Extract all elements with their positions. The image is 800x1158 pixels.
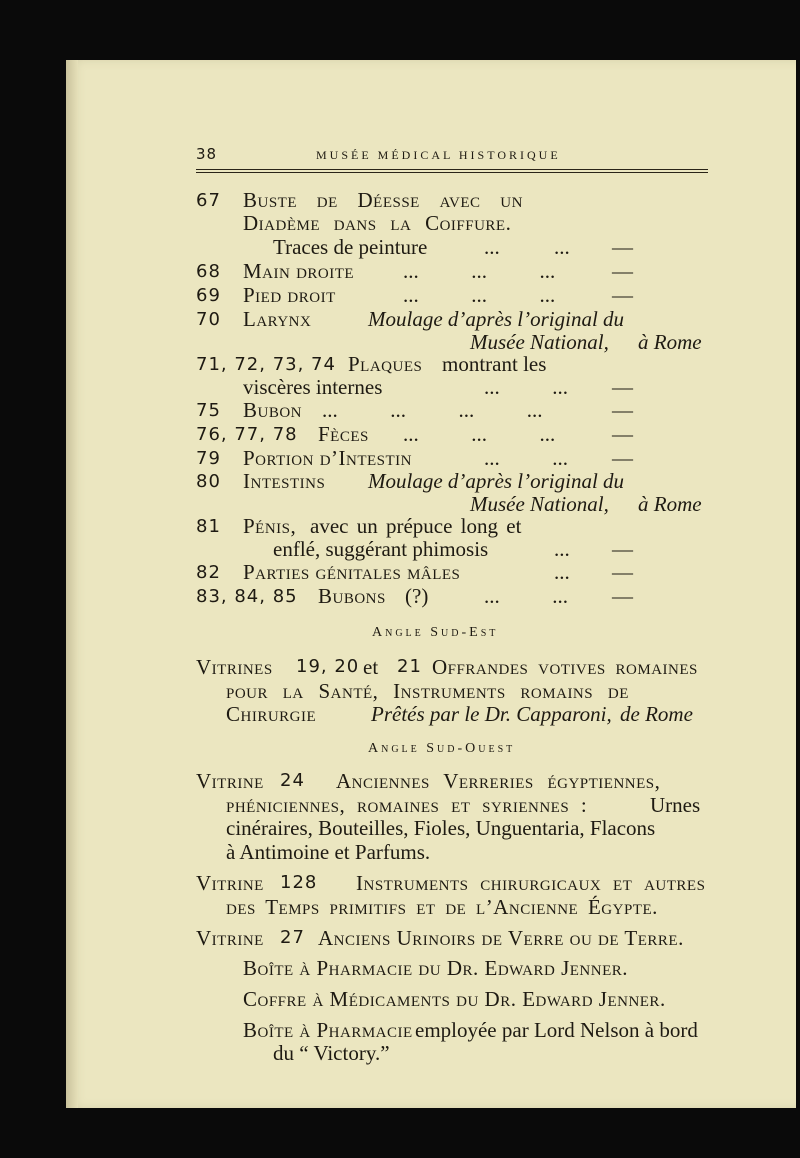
entry-number: 82 <box>196 562 221 583</box>
entry-title: Portion d’Intestin <box>243 446 412 470</box>
vitrine-number: 24 <box>280 770 305 791</box>
entry-note-cont: Musée National, <box>470 330 609 354</box>
vitrine-note-place: de Rome <box>620 702 693 726</box>
entry-desc: Traces de peinture <box>273 235 428 259</box>
entry-title: Intestins <box>243 469 326 493</box>
leader-dots: ... ... ... ... <box>322 398 543 422</box>
leader-dots: ... ... <box>484 375 568 399</box>
entry-number: 67 <box>196 190 221 211</box>
entry-number: 75 <box>196 400 221 421</box>
vitrine-desc-cont: cinéraires, Bouteilles, Fioles, Unguentaria, Flacons <box>226 816 656 840</box>
entry-note: Moulage d’après l’original du <box>368 469 625 493</box>
page-gutter <box>66 60 78 1108</box>
dash: — <box>612 560 633 584</box>
entry-title: Larynx <box>243 307 312 331</box>
page-number: 38 <box>196 145 218 163</box>
dash: — <box>612 422 633 446</box>
entry-desc-cont: enflé, suggérant phimosis <box>273 537 489 561</box>
entry-note-place: à Rome <box>638 330 702 354</box>
entry-number: 68 <box>196 261 221 282</box>
entry-title: Plaques <box>348 352 423 376</box>
vitrine-note: Prêtés par le Dr. Capparoni, <box>371 702 612 726</box>
entry-desc: (?) <box>405 584 429 608</box>
entry-number: 71, 72, 73, 74 <box>196 354 336 375</box>
entry-title: Bubons <box>318 584 386 608</box>
entry-number: 80 <box>196 471 221 492</box>
exhibit-item: Coffre à Médicaments du Dr. Edward Jenner. <box>243 987 666 1011</box>
entry-number: 69 <box>196 285 221 306</box>
exhibit-item: Boîte à Pharmacie <box>243 1018 413 1042</box>
dash: — <box>612 283 633 307</box>
entry-note: Moulage d’après l’original du <box>368 307 625 331</box>
dash: — <box>612 446 633 470</box>
vitrine-number: 21 <box>397 656 422 677</box>
vitrine-title-cont: pour la Santé, Instruments romains de <box>226 679 629 703</box>
vitrine-title: Anciennes Verreries égyptiennes, <box>336 769 661 793</box>
dash: — <box>612 375 633 399</box>
vitrine-label: Vitrine <box>196 871 264 895</box>
dash: — <box>612 584 633 608</box>
exhibit-item: Boîte à Pharmacie du Dr. Edward Jenner. <box>243 956 629 980</box>
entry-title: Main droite <box>243 259 355 283</box>
leader-dots: ... ... ... <box>403 259 556 283</box>
entry-note-place: à Rome <box>638 492 702 516</box>
entry-number: 70 <box>196 309 221 330</box>
vitrine-conj: et <box>363 655 379 679</box>
section-heading: Angle Sud-Est <box>372 625 499 640</box>
entry-desc: montrant les <box>442 352 547 376</box>
entry-title: Parties génitales mâles <box>243 560 461 584</box>
vitrine-number: 128 <box>280 872 318 893</box>
vitrine-title: Instruments chirurgicaux et autres <box>356 871 706 895</box>
entry-number: 81 <box>196 516 221 537</box>
vitrine-number: 27 <box>280 927 305 948</box>
entry-number: 83, 84, 85 <box>196 586 298 607</box>
leader-dots: ... <box>554 560 570 584</box>
entry-number: 76, 77, 78 <box>196 424 298 445</box>
header-rule-2 <box>196 172 708 173</box>
entry-title: Bubon <box>243 398 303 422</box>
leader-dots: ... <box>484 235 500 259</box>
vitrine-title: Offrandes votives romaines <box>432 655 698 679</box>
entry-number: 79 <box>196 448 221 469</box>
leader-dots: ... ... ... <box>403 283 556 307</box>
exhibit-desc: employée par Lord Nelson à bord <box>415 1018 698 1042</box>
running-title: MUSÉE MÉDICAL HISTORIQUE <box>316 148 561 162</box>
vitrine-title: Anciens Urinoirs de Verre ou de Terre. <box>318 926 684 950</box>
vitrine-title-cont: des Temps primitifs et de l’Ancienne Égypte. <box>226 895 658 919</box>
leader-dots: ... <box>554 235 570 259</box>
section-heading: Angle Sud-Ouest <box>368 741 516 756</box>
vitrine-desc-cont: à Antimoine et Parfums. <box>226 840 431 864</box>
leader-dots: ... ... <box>484 446 568 470</box>
dash: — <box>612 537 633 561</box>
entry-desc-cont: viscères internes <box>243 375 383 399</box>
entry-title: Pénis, <box>243 514 297 538</box>
leader-dots: ... ... <box>484 584 568 608</box>
entry-title-cont: Diadème dans la Coiffure. <box>243 211 512 235</box>
entry-title: Buste de Déesse avec un <box>243 188 523 212</box>
entry-desc: avec un prépuce long et <box>310 514 522 538</box>
header-rule <box>196 169 708 170</box>
vitrine-title-cont: phéniciennes, romaines et syriennes : <box>226 793 588 817</box>
vitrine-number: 19, 20 <box>296 656 360 677</box>
vitrine-desc: Urnes <box>650 793 701 817</box>
vitrine-label: Vitrines <box>196 655 273 679</box>
dash: — <box>612 235 633 259</box>
dash: — <box>612 259 633 283</box>
entry-note-cont: Musée National, <box>470 492 609 516</box>
entry-title: Pied droit <box>243 283 336 307</box>
leader-dots: ... <box>554 537 570 561</box>
entry-title: Fèces <box>318 422 369 446</box>
vitrine-title-cont: Chirurgie <box>226 702 317 726</box>
dash: — <box>612 398 633 422</box>
exhibit-desc-cont: du “ Victory.” <box>273 1041 390 1065</box>
vitrine-label: Vitrine <box>196 926 264 950</box>
leader-dots: ... ... ... <box>403 422 556 446</box>
vitrine-label: Vitrine <box>196 769 264 793</box>
